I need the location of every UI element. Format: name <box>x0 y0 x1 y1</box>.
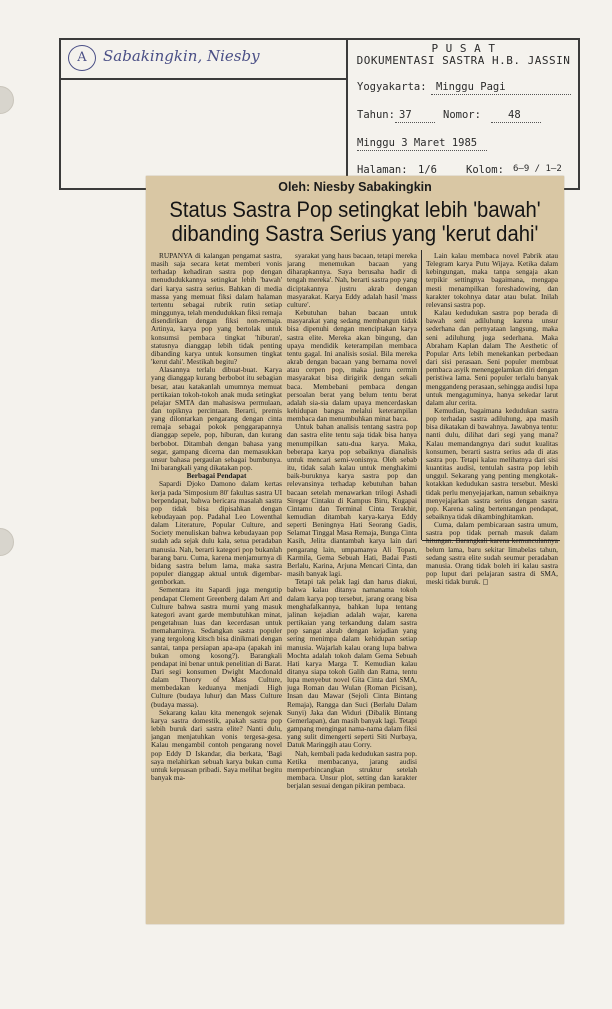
article-paragraph: Nah, kembali pada kedudukan sastra pop. Ketika membacanya, jarang audisi memperbincangkan struktur setelah membaca. Unsur plot, setting dan karakter berjalan sesuai dengan pikiran pembaca. <box>287 748 417 791</box>
page-value: 1/6 <box>418 164 437 176</box>
article-paragraph: Tetapi tak pelak lagi dan harus diakui, bahwa kalau ditanya namanama tokoh dalam karya pop tersebut, jarang orang bisa menghafalkannya, bahkan lupa tentang jalinan kejadian adalah wajar, karena pertikaian yang terkandung dalam sastra pop sangat akrab dengan kejadian yang sering menimpa dalam kehidupan setiap manusia. Wajarlah kalau orang lupa bahwa Mochta adalah tokoh dalam Gema Sebuah Hati karya Marga T. Kemudian kalau ditanya siapa tokoh Galih dan Ratna, tentu lupa menyebut novel Gita Cinta dari SMA, juga Roman dau Wulan (Roman Picisan), Insan dau Mawar (Sejoli Cinta Bintang Remaja), Rangga dan Suci (Berlalu Dalam Sunyi) Jaka dan Widuri (Dibalik Bintang Gemerlapan), dan masih banyak lagi. Tetapi gampang mengingat nama-nama dalam fiksi yang sulit dimengerti seperti Siti Nurbaya, Datuk Maringgih atau Corry. <box>287 577 417 750</box>
column-label: Kolom: <box>466 164 504 176</box>
article-paragraph: Cuma, dalam pembicaraan sastra umum, sastra pop tidak pernah masuk dalam hitungan. Barangkali karena kemunculannya belum lama, baru sekitar limabelas tahun, sedang sastra elite sudah seumur peradaban manusia. Orang tidak boleh iri kalau sastra pop luput dari pelajaran sastra di SMA, meski tidak buruk. ◻ <box>426 520 558 587</box>
article-paragraph: Kemudian, bagaimana kedudukan sastra pop terhadap sastra adiluhung, apa masih bisa dikatakan di bawahnya. Jawabnya tentu: nanti dulu, dilihat dari segi yang mana? Kalau memandangnya dari sudut kualitas konsumen, berarti sastra serius ada di atas sastra pop. Tetapi kalau melihatnya dari sisi kuantitas audisi, tentulah sastra pop lebih unggul. Sekarang yang penting mengkotak-kotakkan kedudukan sastra tersebut. Meski tidak perlu menyejajarkan, namun sebaiknya menyejajarkan sastra serius dengan sastra pop. Karena saling bertentangan pendapat, sebaiknya tidak dikambinghitamkan. <box>426 405 558 521</box>
newspaper-clipping <box>146 176 564 924</box>
form-divider-vertical <box>346 40 348 188</box>
article-paragraph: Untuk bahan analisis tentang sastra pop dan sastra elite tentu saja tidak bisa hanya menumpilkan satu-dua karya. Maka, beberapa karya pop sebaiknya dianalisis untuk mencari semi-vonisnya. Oleh sebab itu, tidak salah kalau untuk menghakimi baik-buruknya karya sastra pop dan relevansinya terhadap kebutuhan bahan bacaan setelah menawarkan trilogi Ashadi Siregar Cintaku di Kampus Biru, Kugapai Cintamu dan Terminal Cinta Terakhir, kemudian ditambah karya-karya Eddy seperti Beningnya Hati Seorang Gadis, Selamat Tinggal Masa Remaja, Bunga Cinta Kasih, Jelita diantambah karya lain dari pengarang lain, umpamanya Ali Topan, Karmila, Gema Sebuah Hati, Badai Pasti Berlalu, Karina, Arjuna Mencari Cinta, dan masih banyak lagi. <box>287 422 417 579</box>
article-title-line-1: Status Sastra Pop setingkat lebih 'bawah' <box>169 197 541 222</box>
publication-underline <box>431 94 571 95</box>
article-subheading: Berbagai Pendapat <box>186 471 247 481</box>
document-header-form <box>59 38 580 190</box>
year-label: Tahun: <box>357 109 395 121</box>
publication-name: Minggu Pagi <box>436 81 506 93</box>
handwritten-annotation <box>61 40 346 76</box>
article-paragraph: Sementara itu Sapardi juga mengutip pendapat Clement Greenberg dalam Art and Culture bahwa sastra murni yang masuk kategori avant garde membutuhkan minat, pengetahuan luas dan kecerdasan untuk memahaminya. Sedangkan sastra populer yang tergolong kitsch bisa dinikmati dengan santai, tanpa persiapan apa-apa (apakah ini bukan omong kosong?). Barangkali pendapat ini benar untuk penelitian di Barat. Dari segi konsumen Dwight Macdonald dalam Theory of Mass Culture, membedakan keduanya menjadi High Culture (budaya luhur) dan Mass Culture (budaya massa). <box>151 585 282 709</box>
article-paragraph: Kebutuhan bahan bacaan untuk masyarakat yang sedang membangun tidak bisa dipenuhi dengan menciptakan karya sastra elite. Mereka akan bingung, dan upaya mendidik keterampilan membaca tentu gagal. Ini analisis sosial. Bila mereka akrab dengan bacaan yang bernama novel atau cerpen pop, maka justru cermin masyarakat bisa dirigirik dengan sekali baca. Membebani pembaca dengan persoalan berat yang belum tentu berat adalah sia-sia dalam upaya mencerdaskan kehidupan bangsa melalui keterampilan membaca dan menumbuhkan minat baca. <box>287 308 417 424</box>
city-label: Yogyakarta: <box>357 81 427 93</box>
handwritten-author-note: Sabakingkin, Niesby <box>103 47 260 65</box>
institution-line-2: DOKUMENTASI SASTRA H.B. JASSIN <box>356 54 571 67</box>
number-label: Nomor: <box>443 109 481 121</box>
issue-date: Minggu 3 Maret 1985 <box>357 137 478 149</box>
institution-line-1: P U S A T <box>431 42 496 55</box>
form-divider-horizontal <box>61 78 346 80</box>
punch-hole <box>0 86 14 114</box>
article-paragraph: Kalau kedudukan sastra pop berada di bawah seni adiluhung karena unsur sederhana dan pernyataan langsung, maka seni adiluhung juga sederhana. Maka Abraham Kaplan dalam The Aesthetic of Popular Arts lebih menekankan perbedaan dari sisi perasaan. Seni populer membuat pembaca asyik menenggelamkan diri dengan peristiwa lama. Seni populer terlalu banyak menggandeng perasaan, sehingga audisi lupa untuk mengaguminya, hanya sekedar larut dalam alur cerita. <box>426 308 558 407</box>
article-byline: Oleh: Niesby Sabakingkin <box>278 180 432 194</box>
punch-hole <box>0 528 14 556</box>
article-title-line-2: dibanding Sastra Serius yang 'kerut dahi' <box>171 221 539 246</box>
year-value: 37 <box>399 109 412 121</box>
number-value: 48 <box>508 109 521 121</box>
article-paragraph: syarakat yang haus bacaan, tetapi mereka jarang menemukan bacaan yang diharapkannya. Saya berusaha hadir di tengah mereka'. Nah, berarti sastra pop yang diciptakannya justru akrab dengan masyarakat. Karya Eddy adalah hasil 'mass culture'. <box>287 252 417 309</box>
article-paragraph: Lain kalau membaca novel Pabrik atau Telegram karya Putu Wijaya. Ketika dalam kebingungan, maka tanpa sengaja akan terpikir settingnya bagaimana, mengapa mesti menampilkan foreshadowing, dan karakter tokohnya datar atau bulat. Inilah relevansi sastra pop. <box>426 252 558 309</box>
article-paragraph: Alasannya terlalu dibuat-buat. Karya yang dianggap kurang berbobot itu sebagian besar, atau katakanlah umumnya memuat pertikaian tokoh-tokoh anak muda setingkat pelajar SMTA dan mahasiswa permulaan, dan topiknya percintaan. Berarti, premis yang dilontarkan pengarang dengan cinta remaja sebagai pokok penggarapannya dianggap sepele, pop, hiburan, dan kurang berbobot. Ditambah dengan bahasa yang segar, gampang dicerna dan memasukkan unsur bahasa pergaulan sebagai bumbunya. Ini barangkali yang dikatakan pop. <box>151 365 282 473</box>
article-column-1 <box>151 252 282 922</box>
article-paragraph: Sekarang kalau kita menengok sejenak karya sastra domestik, apakah sastra pop lebih buruk dari sastra elite? Nanti dulu, jangan menjatuhkan vonis tergesa-gesa. Kalau mengambil contoh pengarang novel pop Eddy D Iskandar, dia berkata, 'Bagi saya melahirkan sebuah karya bukan cuma untuk kepuasan pribadi. Saya melihat begitu banyak ma- <box>151 707 282 782</box>
date-underline <box>357 150 487 151</box>
column-value: 6—9 / 1—2 <box>513 164 562 174</box>
article-column-3 <box>426 252 558 862</box>
column-rule <box>421 250 422 540</box>
article-paragraph: Sapardi Djoko Damono dalam kertas kerja pada 'Simposium 80' fakultas sastra UI berpendapat, bahwa bericara masalah sastra pop tidak bisa dipisahkan dengan kebudayaan pop. Padahal Leo Lowenthal dalam Literature, Popular Culture, and Society menuliskan bahwa kebudayaan pop sudah ada sejak dulu kala, setua peradaban manusia. Nah, berarti kategori pop bukanlah barang baru. Cuma, karena menjamurnya di bidang sastra belum lama, maka sastra populer dianggap aktual untuk digembar-gemborkan. <box>151 479 282 587</box>
number-underline <box>491 122 541 123</box>
article-paragraph: RUPANYA di kalangan pengamat sastra, masih saja secara ketat memberi vonis terhadap kehadiran sastra pop dengan menududukkannya setingkat lebih 'bawah' dari karya sastra serius. Bahkan di media massa yang memuat fiksi dalam halaman tertentu sebagai rubrik rutin setiap minggunya, telah mendudukkan fiksi remaja disendirikan dengan fiksi non-remaja. Artinya, karya pop yang bertolak untuk konsumsi pembaca tingkat 'hiburan', statusnya dianggap lebih tidak penting dibanding karya untuk konsumen tingkat 'kerut dahi'. Mestikah begitu? <box>151 252 282 367</box>
article-column-2 <box>287 252 417 922</box>
year-underline <box>395 122 435 123</box>
circled-letter: A <box>68 45 96 71</box>
page-label: Halaman: <box>357 164 408 176</box>
